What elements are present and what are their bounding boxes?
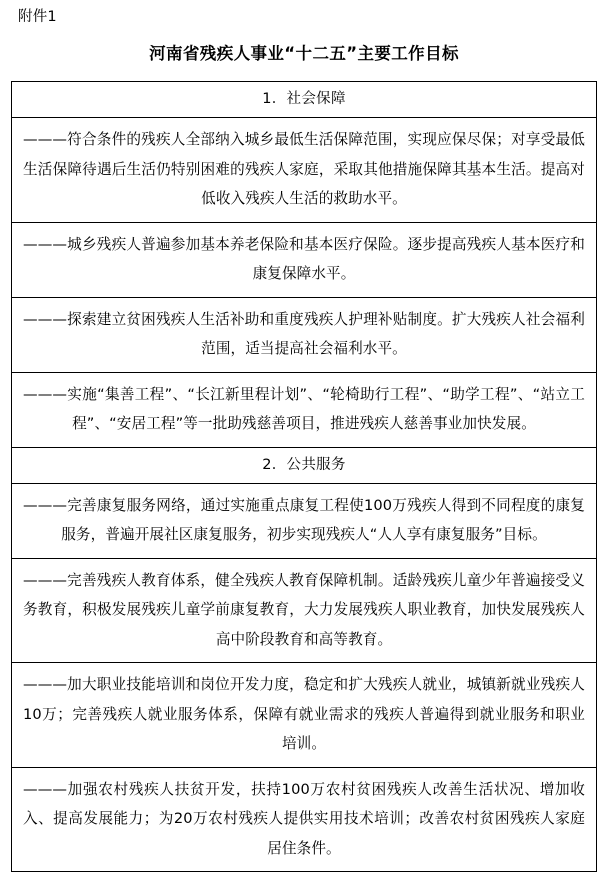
goal-education-system [12,558,597,663]
work-goals-table-body [12,82,597,872]
goal-vocational-training-and-employment-text: ———加大职业技能培训和岗位开发力度，稳定和扩大残疾人就业，城镇新就业残疾人10万；完善残疾人就业服务体系，保障有就业需求的残疾人普遍得到就业服务和职业培训。 [23,676,585,752]
goal-minimum-living-allowance [12,118,597,223]
goal-living-and-nursing-subsidy-text: ———探索建立贫困残疾人生活补助和重度残疾人护理补贴制度。扩大残疾人社会福利范围，适当提高社会福利水平。 [23,310,585,357]
section-header-social-security [12,82,597,118]
goal-pension-and-medical-insurance-text: ———城乡残疾人普遍参加基本养老保险和基本医疗保险。逐步提高残疾人基本医疗和康复保障水平。 [23,235,585,282]
goal-rural-poverty-alleviation [12,767,597,872]
table-section-header-row [12,447,597,483]
table-row [12,483,597,558]
goal-vocational-training-and-employment [12,663,597,768]
table-row [12,372,597,447]
table-row [12,222,597,297]
goal-pension-and-medical-insurance [12,222,597,297]
goal-living-and-nursing-subsidy [12,297,597,372]
goal-charity-projects-text: ———实施“集善工程”、“长江新里程计划”、“轮椅助行工程”、“助学工程”、“站立工程”、“安居工程”等一批助残慈善项目，推进残疾人慈善事业加快发展。 [23,385,585,432]
table-row [12,118,597,223]
page-title: 河南省残疾人事业“十二五”主要工作目标 [149,44,459,63]
section-header-public-service-text: 2．公共服务 [262,456,346,473]
table-row [12,663,597,768]
goal-rural-poverty-alleviation-text: ———加强农村残疾人扶贫开发，扶持100万农村贫困残疾人改善生活状况、增加收入、提高发展能力；为20万农村残疾人提供实用技术培训；改善农村贫困残疾人家庭居住条件。 [23,780,585,857]
goal-rehabilitation-service-network [12,483,597,558]
table-row [12,767,597,872]
section-header-social-security-text: 1．社会保障 [262,91,346,107]
table-section-header-row [12,82,597,118]
attachment-label: 附件1 [18,9,57,25]
goal-education-system-text: ———完善残疾人教育体系，健全残疾人教育保障机制。适龄残疾儿童少年普遍接受义务教育，积极发展残疾儿童学前康复教育，大力发展残疾人职业教育，加快发展残疾人高中阶段教育和高等教育。 [23,571,585,648]
table-row [12,558,597,663]
work-goals-table [11,81,597,872]
table-row [12,297,597,372]
section-header-public-service [12,447,597,483]
goal-charity-projects [12,372,597,447]
goal-rehabilitation-service-network-text: ———完善康复服务网络，通过实施重点康复工程使100万残疾人得到不同程度的康复服务，普遍开展社区康复服务，初步实现残疾人“人人享有康复服务”目标。 [23,496,585,543]
goal-minimum-living-allowance-text: ———符合条件的残疾人全部纳入城乡最低生活保障范围，实现应保尽保；对享受最低生活保障待遇后生活仍特别困难的残疾人家庭，采取其他措施保障其基本生活。提高对低收入残疾人生活的救助水平。 [23,131,585,207]
